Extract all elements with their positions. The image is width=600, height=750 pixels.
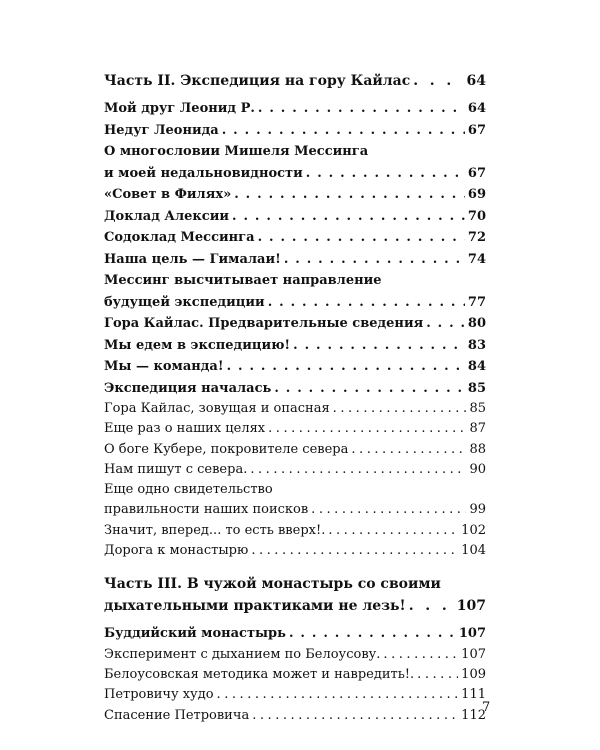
toc-leader-dots <box>268 419 466 439</box>
toc-entry-page: 84 <box>467 359 486 374</box>
toc-leader-dots <box>289 623 456 645</box>
toc-entry <box>104 120 486 142</box>
toc-entry <box>104 460 486 480</box>
toc-entry-title: Часть II. Экспедиция на гору Кайлас <box>104 73 411 89</box>
toc-entry <box>104 685 486 705</box>
toc-entry-page: 74 <box>467 251 486 267</box>
toc-entry-title: Белоусовская методика может и навредить!. <box>104 667 415 683</box>
toc-entry-page: 69 <box>467 187 486 202</box>
toc-entry <box>104 98 486 120</box>
toc-entry-page: 80 <box>467 316 486 331</box>
toc-entry-page: 88 <box>469 441 486 457</box>
toc-part-heading <box>104 573 486 617</box>
toc-leader-dots <box>383 645 458 665</box>
toc-entry-page: 104 <box>461 543 486 559</box>
toc-entry-page: 90 <box>469 461 486 477</box>
toc-entry-page: 77 <box>467 294 486 310</box>
toc-entry-title: Доклад Алексии <box>104 208 230 224</box>
toc-entry-page: 107 <box>461 646 486 662</box>
toc-leader-dots <box>293 335 465 357</box>
toc-leader-dots <box>258 98 465 120</box>
toc-entry-title: «Совет в Филях» <box>104 187 232 202</box>
toc-entry-page: 67 <box>467 122 486 138</box>
toc-leader-dots <box>252 706 458 726</box>
toc-entry <box>104 141 486 184</box>
toc-leader-dots <box>227 356 465 378</box>
toc-part-heading <box>104 70 486 92</box>
toc-entry <box>104 184 486 206</box>
toc-leader-dots <box>274 378 465 400</box>
toc-entry-title: Значит, вперед... то есть вверх!. <box>104 522 326 538</box>
toc-entry-page: 107 <box>456 598 486 615</box>
toc-entry <box>104 227 486 249</box>
toc-entry-title: Мой друг Леонид Р. <box>104 101 255 116</box>
toc-entry-title: Нам пишут с севера. <box>104 461 248 477</box>
toc-entry-title: дыхательными практиками не лезь! <box>104 598 406 615</box>
toc-entry-page: 72 <box>467 230 486 245</box>
toc-entry-page: 109 <box>461 667 486 683</box>
toc-entry-title: Гора Кайлас. Предварительные сведения <box>104 316 424 331</box>
toc-leader-dots <box>311 500 466 520</box>
toc-leader-dots <box>426 313 465 335</box>
toc-entry <box>104 206 486 228</box>
toc-entry <box>104 335 486 357</box>
toc-leader-dots <box>328 521 458 541</box>
toc-entry-title: Мы едем в экспедицию! <box>104 337 291 353</box>
toc-entry-title: О боге Кубере, покровителе севера <box>104 441 349 457</box>
toc-entry <box>104 480 486 521</box>
toc-entry-page: 87 <box>469 421 486 437</box>
toc-leader-dots <box>258 227 465 249</box>
toc-entry-title: Содоклад Мессинга <box>104 230 255 245</box>
toc-entry-page: 64 <box>466 73 486 89</box>
toc-entry <box>104 356 486 378</box>
toc-entry-title: Дорога к монастырю <box>104 543 249 559</box>
toc-leader-dots <box>232 206 465 228</box>
toc-entry-title: Буддийский монастырь <box>104 626 286 642</box>
toc-entry-title: Петровичу худо <box>104 687 214 703</box>
toc-leader-dots <box>217 685 459 705</box>
toc-entry <box>104 378 486 400</box>
toc-entry-title: и моей недальновидности <box>104 165 303 181</box>
toc-entry-title: О многословии Мишеля Мессинга <box>104 144 369 159</box>
toc-entry-page: 99 <box>469 502 486 518</box>
toc-entry <box>104 313 486 335</box>
toc-entry-title: будущей экспедиции <box>104 294 265 310</box>
toc-entry-page: 83 <box>467 337 486 353</box>
toc-entry-title: Еще одно свидетельство <box>104 482 273 498</box>
toc-leader-dots <box>409 595 454 617</box>
toc-leader-dots <box>222 120 465 142</box>
toc-entry <box>104 541 486 561</box>
toc-leader-dots <box>417 665 458 685</box>
toc-entry-title: Экспедиция началась <box>104 380 272 396</box>
toc-entry-title: Наша цель — Гималаи! <box>104 251 281 267</box>
toc-leader-dots <box>234 184 465 206</box>
toc-entry-title: Еще раз о наших целях <box>104 421 266 437</box>
toc-entry <box>104 645 486 665</box>
toc-entry <box>104 249 486 271</box>
toc-entry-page: 85 <box>469 401 486 416</box>
toc-entry-page: 67 <box>467 165 486 181</box>
toc-entry <box>104 419 486 439</box>
toc-leader-dots <box>413 70 463 92</box>
toc-entry-page: 64 <box>467 101 486 116</box>
toc-entry-page: 70 <box>467 208 486 224</box>
toc-entry <box>104 521 486 541</box>
toc-entry <box>104 623 486 645</box>
toc-entry-title: Мессинг высчитывает направление <box>104 273 382 288</box>
toc-entry-title: Спасение Петровича <box>104 707 250 723</box>
toc-entry-page: 112 <box>461 707 486 723</box>
toc-entry <box>104 665 486 685</box>
toc-entry-title: Гора Кайлас, зовущая и опасная <box>104 401 330 416</box>
toc-entry-page: 102 <box>461 522 486 538</box>
toc-entry <box>104 399 486 419</box>
toc-leader-dots <box>333 399 467 419</box>
toc-leader-dots <box>351 440 466 460</box>
page-number: 7 <box>482 700 491 715</box>
toc-entry-page: 111 <box>461 687 486 703</box>
toc-entry-page: 85 <box>467 380 486 396</box>
toc-entry-title: правильности наших поисков <box>104 502 309 518</box>
toc-entry <box>104 440 486 460</box>
toc-entry <box>104 706 486 726</box>
toc-entry-page: 107 <box>458 626 486 642</box>
toc-leader-dots <box>251 541 458 561</box>
toc-leader-dots <box>268 292 465 314</box>
toc-leader-dots <box>284 249 465 271</box>
toc-entry <box>104 270 486 313</box>
toc-entry-title: Недуг Леонида <box>104 122 219 138</box>
toc-entry-title: Часть III. В чужой монастырь со своими <box>104 576 441 593</box>
toc-entry-title: Мы — команда! <box>104 359 224 374</box>
toc-leader-dots <box>250 460 466 480</box>
toc-entry-title: Эксперимент с дыханием по Белоусову. <box>104 646 381 662</box>
toc-leader-dots <box>306 163 465 185</box>
table-of-contents <box>104 64 486 726</box>
